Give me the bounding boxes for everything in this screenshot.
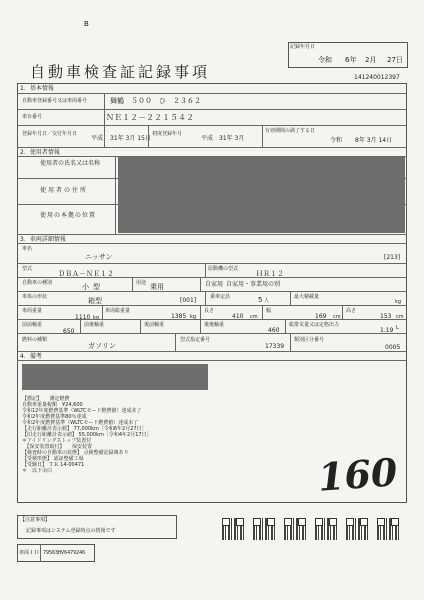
type-value: 小型 [82, 283, 104, 291]
capacity-label: 乗車定員 [210, 294, 231, 300]
issue-year: 6年 [345, 56, 357, 64]
qr-code-icon [284, 518, 306, 540]
model-value: ＤＢＡ－ＮＥ１２ [58, 270, 114, 278]
redacted-user-info [118, 157, 405, 233]
maker-value: ニッサン [85, 253, 113, 261]
vehicle-id-value: 79563HV6479246 [43, 550, 86, 556]
rr-axle-label: 後後軸重 [204, 322, 225, 328]
front-axle-label: 前前軸重 [22, 322, 43, 328]
first-year-value: 31年 3月 [219, 135, 245, 142]
expiry-label: 有効期間の満了する日 [265, 128, 316, 134]
first-year-label: 初度登録年月 [152, 131, 183, 137]
note-line: 【保安装置取付】 保安装置 [22, 444, 93, 450]
first-reg-era: 平成 [91, 135, 104, 142]
issue-day: 27日 [387, 56, 403, 64]
body-label: 車体の形状 [22, 294, 48, 300]
first-reg-value: 31年 3月 15日 [110, 135, 151, 142]
class-value: 0005 [385, 344, 401, 351]
qr-code-icon [315, 518, 337, 540]
fuel-value: ガソリン [88, 342, 116, 350]
length-value: 410 [232, 313, 244, 320]
cert-value: 17339 [265, 343, 285, 350]
note-line: 自動車重量税額 ¥24,600 [22, 402, 83, 408]
maker-label: 車名 [22, 246, 33, 252]
rf-axle-label: 後前軸重 [144, 322, 165, 328]
body-value: 箱型 [88, 297, 102, 305]
qr-code-icon [222, 518, 244, 540]
base-label: 使用の本拠の位置 [40, 212, 97, 219]
notes-list [22, 396, 222, 474]
vin-value: ＮＥ１２－２２１５４２ [106, 113, 194, 122]
use-label: 用途 [136, 280, 147, 286]
user-addr-label: 使用者の住所 [40, 187, 89, 194]
note-line: 【旧走行距離計表示値】 55,000km［令和4年2月17日］ [22, 432, 152, 438]
first-reg-label: 登録年月日／交付年月日 [22, 131, 78, 137]
note-line: 【走行距離計表示値】 77,000km［令和6年2月27日］ [22, 426, 147, 432]
doc-title: 自動車検査証記録事項 [30, 63, 211, 81]
redacted-notes [22, 364, 208, 390]
note-line: 令和2年度燃費基準（WLTCモード燃費値）達成未了 [22, 420, 139, 426]
purpose-label: 自家用 [205, 281, 224, 288]
maker-code: [213] [384, 254, 401, 261]
engine-label: 原動機の型式 [208, 266, 239, 272]
note-line: 【受験日】 ＴＲ 14-00471 [22, 462, 85, 468]
class-label: 類別区分番号 [294, 337, 325, 343]
note-line: 令和2年度燃費基準80％達成 [22, 414, 87, 420]
length-label: 長さ [204, 308, 215, 314]
vin-label: 車台番号 [22, 114, 43, 120]
front-axle-value: 650 [63, 328, 75, 335]
length-unit: cm [250, 314, 258, 320]
maxload-label: 最大積載量 [294, 294, 320, 300]
width-label: 幅 [266, 308, 272, 314]
capacity-value: 5 [258, 296, 263, 304]
height-value: 153 [380, 313, 392, 320]
use-value: 乗用 [150, 283, 164, 291]
issue-era: 令和 [318, 56, 332, 64]
engine-value: ＨＲ１２ [256, 270, 284, 278]
height-unit: cm [396, 314, 404, 320]
displacement-label: 総排気量又は定格出力 [289, 322, 340, 328]
handwritten-number: 160 [316, 449, 399, 500]
note-line: ＊ 以下余白 [22, 468, 53, 474]
note-line: 【検査時の自動車の状態】 点検整備記録簿あり [22, 450, 129, 456]
displacement-value: 1.19 [380, 327, 394, 334]
body-code: [001] [180, 297, 197, 304]
first-year-era: 平成 [201, 135, 214, 142]
rr-axle-value: 460 [268, 327, 280, 334]
doc-number: 141240012397 [354, 74, 400, 81]
width-unit: cm [333, 314, 341, 320]
weight-unit: kg [93, 315, 100, 321]
note-line: 【標記】 測定燃費 [22, 396, 70, 402]
qr-code-icon [253, 518, 275, 540]
sec4-heading: 4．備考 [20, 353, 42, 360]
sec1-heading: 1．基本情報 [20, 85, 54, 92]
qr-code-icon [377, 518, 399, 540]
capacity-unit: 人 [264, 298, 270, 304]
fr-axle-label: 前後軸重 [84, 322, 105, 328]
fuel-label: 燃料の種類 [22, 337, 48, 343]
notice-label: 【注意事項】 [20, 517, 51, 523]
gross-unit: kg [190, 314, 197, 320]
displacement-unit: L [396, 325, 399, 331]
gross-value: 1385 [171, 313, 187, 320]
reg-value: 舞鶴 ５００ ひ ２３６２ [110, 97, 201, 105]
issue-date-label: 記録年月日 [290, 44, 316, 50]
weight-value: 1110 [75, 314, 91, 321]
maxload-unit: kg [395, 299, 402, 305]
reg-label: 自動車登録番号又は車両番号 [22, 98, 88, 104]
expiry-era: 令和 [330, 137, 343, 144]
notice-text: 記録事項はシステム登録時点の情報です [26, 528, 116, 534]
height-label: 高さ [346, 308, 357, 314]
qr-code-icon [346, 518, 368, 540]
vehicle-id-label: 車両ＩＤ [19, 550, 40, 556]
expiry-value: 8年 3月 14日 [355, 137, 393, 144]
width-value: 169 [315, 313, 327, 320]
note-line: 【受検形態】 認証整備工場 [22, 456, 84, 462]
doc-mark: B [84, 20, 89, 28]
purpose-value: 自家用・事業用の別 [226, 281, 281, 288]
note-line: 令和12年度燃費基準（WLTCモード燃費値）達成未了 [22, 408, 142, 414]
type-label: 自動車の種別 [22, 280, 53, 286]
gross-label: 車両総重量 [105, 308, 131, 314]
sec2-heading: 2．使用者情報 [20, 149, 60, 156]
cert-label: 型式指定番号 [180, 337, 211, 343]
weight-label: 車両重量 [22, 308, 43, 314]
issue-month: 2月 [365, 56, 377, 64]
user-name-label: 使用者の氏名又は名称 [40, 160, 101, 167]
note-line: ＊アイドリングストップ装置付 [22, 438, 92, 444]
sec3-heading: 3．車両詳細情報 [20, 236, 66, 243]
model-label: 型式 [22, 266, 33, 272]
